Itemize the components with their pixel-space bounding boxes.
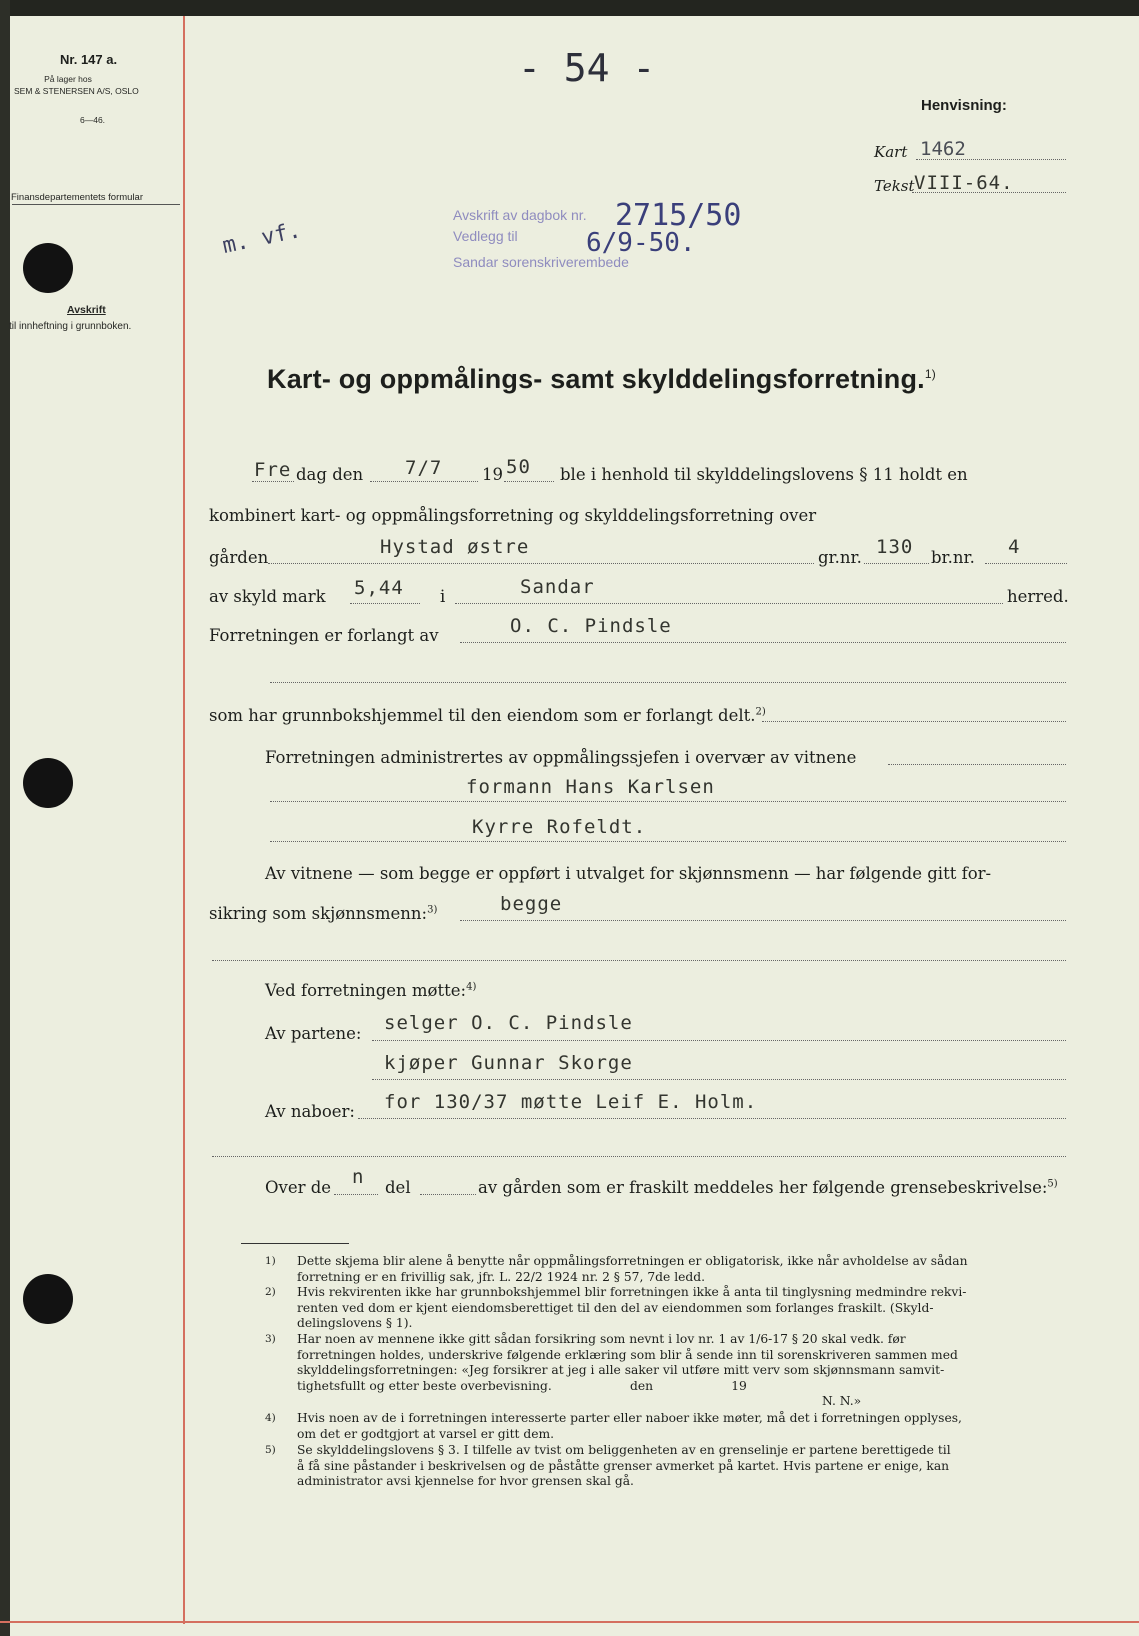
footnote-2-line-2: renten ved dom er kjent eiendomsberettiget til den del av eiendommen som forlanges fraskilt. (Skyld-	[297, 1300, 934, 1315]
form-number: Nr. 147 a.	[60, 52, 118, 67]
margin-rule	[183, 16, 185, 1624]
forlangt-label: Forretningen er forlangt av	[209, 626, 439, 645]
admin-text: Forretningen administrertes av oppmålingssjefen i overvær av vitnene	[265, 748, 857, 767]
garden-value: Hystad østre	[380, 536, 530, 558]
kart-label: Kart	[874, 143, 908, 161]
stamp-line3: Sandar sorenskriverembede	[453, 254, 629, 270]
copy-label: Avskrift	[67, 304, 106, 316]
day-value: Fre	[254, 459, 292, 481]
motte-label: Ved forretningen møtte:	[265, 981, 467, 1000]
brnr-value: 4	[1008, 536, 1021, 558]
herred-label: herred.	[1007, 587, 1069, 606]
punch-hole-top	[23, 243, 73, 293]
footnote-1-line-1: Dette skjema blir alene å benytte når oppmålingsforretningen er obligatorisk, ikke når avholdelse av sådan	[297, 1254, 968, 1268]
date-value: 7/7	[405, 457, 443, 479]
skyld-value: 5,44	[354, 577, 404, 599]
page-number: - 54 -	[518, 46, 656, 90]
scan-left-edge	[0, 0, 10, 1636]
over-label: Over de	[265, 1178, 332, 1197]
footnote-5-line-3: administrator avsi kjennelse for hvor grensen skal gå.	[297, 1474, 634, 1488]
vitnene-line1: Av vitnene — som begge er oppført i utvalget for skjønnsmenn — har følgende gitt for-	[265, 864, 992, 883]
initials-signature: m. vf.	[220, 218, 304, 259]
footnote-4-number: 4)	[265, 1412, 276, 1424]
punch-hole-middle	[23, 758, 73, 808]
footnote-3-number: 3)	[265, 1333, 276, 1345]
del-label: del	[385, 1178, 411, 1197]
title-text: Kart- og oppmålings- samt skylddelingsforretning.	[267, 364, 925, 394]
line1-text: ble i henhold til skylddelingslovens § 11 holdt en	[560, 465, 968, 484]
i-label: i	[440, 587, 446, 606]
copy-note: til innheftning i grunnboken.	[9, 321, 132, 332]
footnote-3-line-1: Har noen av mennene ikke gitt sådan forsikring som nevnt i lov nr. 1 av 1/6-17 § 20 skal vedk. før	[297, 1332, 906, 1346]
hjemmel-footnote-ref: 2)	[755, 706, 766, 718]
partene-value-1: selger O. C. Pindsle	[384, 1012, 633, 1034]
kart-value: 1462	[920, 138, 966, 160]
garden-label: gården	[209, 548, 269, 567]
publisher-line1: På lager hos	[44, 74, 92, 84]
tekst-label: Tekst	[874, 177, 915, 195]
over-rest-text: av gården som er fraskilt meddeles her følgende grensebeskrivelse:	[478, 1178, 1048, 1197]
footnote-5-number: 5)	[265, 1444, 276, 1456]
tekst-value: VIII-64.	[914, 172, 1014, 194]
footnote-5-line-2: å få sine påstander i beskrivelsen og de påståtte grenser avmerket på kartet. Hvis partene er enige, kan	[297, 1458, 950, 1473]
ministry-rule	[12, 204, 180, 205]
publisher-line2: SEM & STENERSEN A/S, OSLO	[14, 86, 139, 96]
reference-label: Henvisning:	[921, 97, 1007, 114]
witness-2: Kyrre Rofeldt.	[472, 816, 647, 838]
over-footnote-ref: 5)	[1047, 1178, 1058, 1190]
naboer-value: for 130/37 møtte Leif E. Holm.	[384, 1091, 758, 1113]
vitnene-value: begge	[500, 893, 563, 915]
footnote-1-line-2: forretning er en frivillig sak, jfr. L. 22/2 1924 nr. 2 § 57, 7de ledd.	[297, 1269, 706, 1284]
partene-value-2: kjøper Gunnar Skorge	[384, 1052, 633, 1074]
herred-value: Sandar	[520, 576, 595, 598]
footnote-2-number: 2)	[265, 1286, 276, 1298]
scan-top-edge	[0, 0, 1139, 16]
bottom-rule	[0, 1621, 1139, 1623]
hjemmel-label: som har grunnbokshjemmel til den eiendom som er forlangt delt.	[209, 706, 756, 725]
witness-1: formann Hans Karlsen	[466, 776, 715, 798]
stamp-journal-number: 2715/50	[615, 198, 742, 233]
footnote-3-line-4: tighetsfullt og etter beste overbevisning. den 19	[297, 1378, 747, 1393]
stamp-line2: Vedlegg til	[453, 228, 518, 244]
year-value: 50	[506, 456, 531, 478]
footnote-4-line-2: om det er godtgjort at varsel er gitt dem.	[297, 1426, 555, 1441]
forlangt-value: O. C. Pindsle	[510, 615, 672, 637]
ministry-form-label: Finansdepartementets formular	[11, 192, 144, 203]
grnr-value: 130	[876, 536, 914, 558]
footnote-3-line-5: N. N.»	[822, 1394, 862, 1408]
motte-footnote-ref: 4)	[466, 981, 477, 993]
over-value: n	[352, 1166, 365, 1188]
footnote-separator	[241, 1243, 349, 1244]
skyld-label: av skyld mark	[209, 587, 326, 606]
title-footnote-ref: 1)	[924, 367, 936, 381]
document-title	[267, 364, 936, 395]
grnr-label: gr.nr.	[818, 548, 862, 567]
motte-line	[265, 981, 476, 1000]
hjemmel-text	[209, 706, 766, 725]
footnote-3-line-3: skylddelingsforretningen: «Jeg forsikrer at jeg i alle saker vil utføre mitt verv som skjønnsmann samvit-	[297, 1363, 945, 1377]
year-prefix: 19	[482, 465, 503, 484]
footnote-1-number: 1)	[265, 1255, 276, 1267]
vitnene-footnote-ref: 3)	[427, 904, 438, 916]
naboer-label: Av naboer:	[265, 1102, 355, 1121]
stamp-line1: Avskrift av dagbok nr.	[453, 207, 587, 223]
line2-text: kombinert kart- og oppmålingsforretning og skylddelingsforretning over	[209, 506, 817, 525]
partene-label: Av partene:	[265, 1024, 362, 1043]
footnote-4-line-1: Hvis noen av de i forretningen interesserte parter eller naboer ikke møter, må det i forretningen opplyses,	[297, 1411, 962, 1425]
stamp-date: 6/9-50.	[586, 228, 696, 258]
vitnene-line2	[209, 904, 437, 923]
publisher-date: 6—46.	[80, 115, 106, 125]
footnote-5-line-1: Se skylddelingslovens § 3. I tilfelle av tvist om beliggenheten av en grenselinje er partene berettigede til	[297, 1443, 951, 1457]
punch-hole-bottom	[23, 1274, 73, 1324]
brnr-label: br.nr.	[931, 548, 975, 567]
vitnene-label: sikring som skjønnsmenn:	[209, 904, 428, 923]
footnote-2-line-3: delingslovens § 1).	[297, 1316, 413, 1330]
dag-den-label: dag den	[296, 465, 364, 484]
footnote-2-line-1: Hvis rekvirenten ikke har grunnbokshjemmel blir forretningen ikke å anta til tinglysning medmindre rekvi-	[297, 1285, 967, 1299]
footnote-3-line-2: forretningen holdes, underskrive følgende erklæring som blir å sende inn til sorenskriveren sammen med	[297, 1347, 958, 1362]
over-rest	[478, 1178, 1058, 1197]
